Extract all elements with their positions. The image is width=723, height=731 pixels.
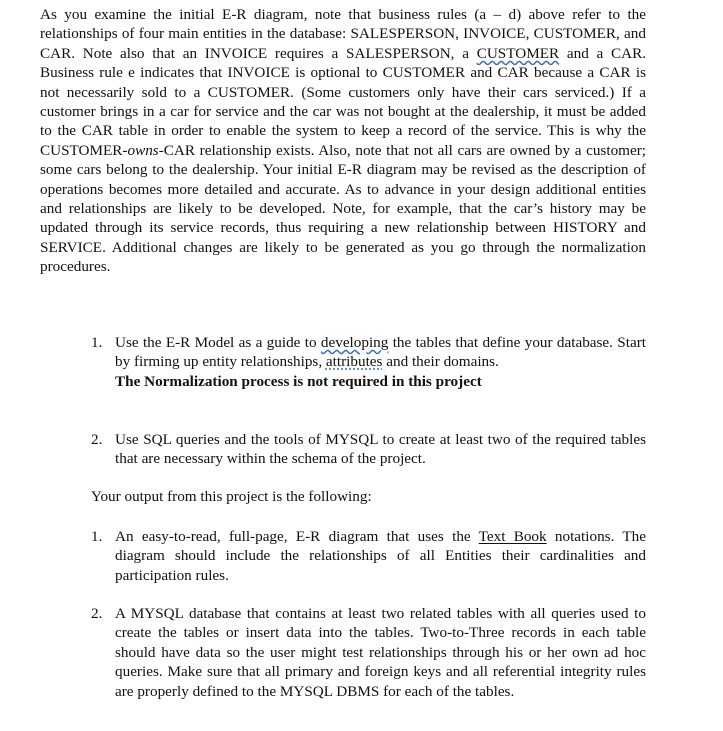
intro-text-1: As you examine the initial E-R diagram, note that business rules (a – d) above refer to the relationships of four main entities in the database: SALESPERSON, INVOICE, CUSTOMER, and CAR. Note also that an INVOICE requires a SALESPERSON, a xyxy=(40,6,646,62)
attributes-word: attributes xyxy=(325,353,383,371)
task-list-2 xyxy=(91,430,646,469)
task-text: Use SQL queries and the tools of MYSQL to create at least two of the required tables that are necessary within the schema of the project. xyxy=(115,431,646,468)
task-item-2 xyxy=(91,430,646,469)
task-text: the tables that define your database. Start by firming up entity relationships, xyxy=(115,334,646,371)
developing-word: developing xyxy=(320,334,389,351)
customer-word: CUSTOMER xyxy=(476,44,560,62)
output-number: 1. xyxy=(91,528,103,545)
task-item-1 xyxy=(91,333,646,391)
task-bold-note: The Normalization process is not required in this project xyxy=(115,372,482,390)
output-number: 2. xyxy=(91,605,103,622)
intro-text-3: -CAR relationship exists. Also, note that not all cars are owned by a customer; some cars belong to the dealership. Your initial E-R diagram may be revised as the description of operations becomes more detailed and accurate. As to advance in your design additional entities and relationships are likely to be developed. Note, for example, that the car’s history may be updated through its service records, thus requiring a new relationship between HISTORY and SERVICE. Additional changes are likely to be generated as you go through the normalization procedures. xyxy=(40,141,646,276)
output-item-1 xyxy=(91,527,646,585)
task-list xyxy=(91,333,646,391)
task-number: 1. xyxy=(91,334,103,351)
owns-word: owns xyxy=(127,141,159,159)
intro-paragraph xyxy=(40,5,646,277)
output-item-2 xyxy=(91,604,646,701)
text-book-link: Text Book xyxy=(478,528,547,545)
output-text: notations. The diagram should include the relationships of all Entities their cardinalities and participation rules. xyxy=(115,528,646,584)
output-heading: Your output from this project is the following: xyxy=(91,488,372,505)
output-text: A MYSQL database that contains at least two related tables with all queries used to create the tables or insert data into the tables. Two-to-Three records in each table should have data so the user might test relationships through his or her own ad hoc queries. Make sure that all primary and foreign keys and all referential integrity rules are properly defined to the MYSQL DBMS for each of the tables. xyxy=(115,605,646,700)
task-text: Use the E-R Model as a guide to xyxy=(115,334,321,351)
task-number: 2. xyxy=(91,431,103,448)
task-text: and their domains. xyxy=(382,353,499,371)
output-list-2 xyxy=(91,604,646,701)
output-text: An easy-to-read, full-page, E-R diagram that uses the xyxy=(115,528,479,545)
output-list xyxy=(91,527,646,585)
intro-text-2: and a CAR. Business rule e indicates that INVOICE is optional to CUSTOMER and CAR because a CAR is not necessarily sold to a CUSTOMER. (Some customers only have their cars serviced.) If a customer brings in a car for service and the car was not bought at the dealership, it must be added to the CAR table in order to enable the system to keep a record of the service. This is why the CUSTOMER- xyxy=(40,44,647,159)
